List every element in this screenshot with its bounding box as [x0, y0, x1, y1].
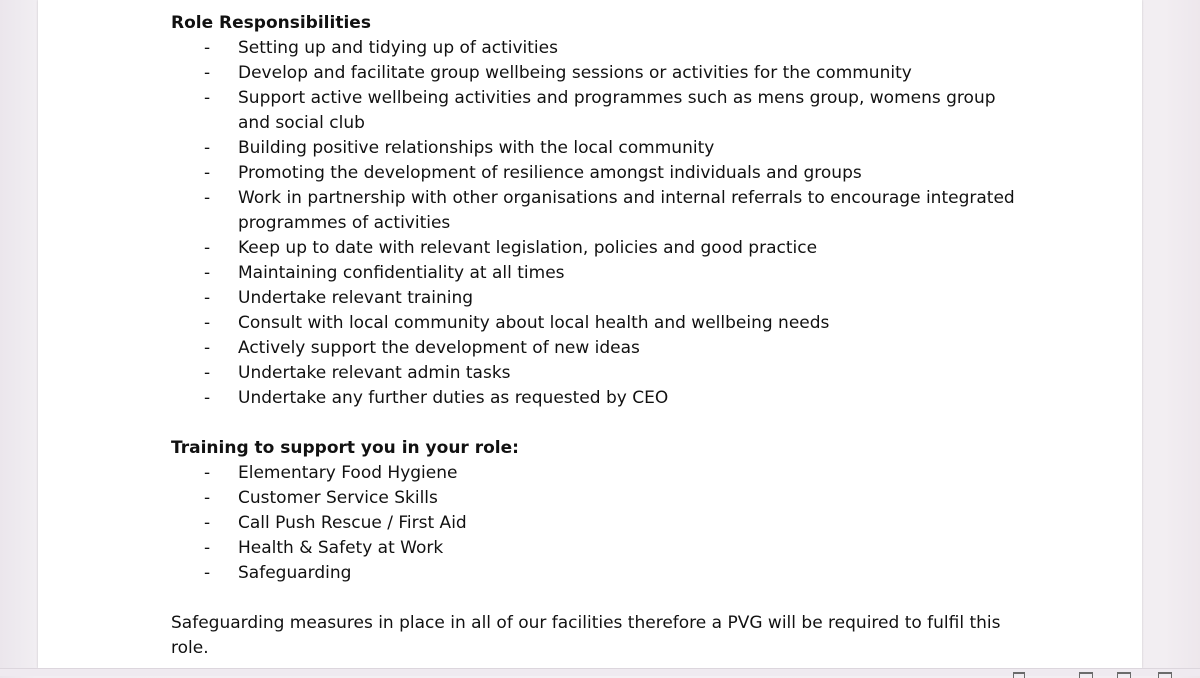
list-bullet: - — [204, 388, 211, 408]
list-item — [171, 36, 1071, 61]
list-item — [171, 486, 1071, 511]
list-item-text: Undertake relevant training — [238, 288, 474, 308]
list-item-text: Consult with local community about local health and wellbeing needs — [238, 313, 830, 333]
list-item-text: Health & Safety at Work — [238, 538, 444, 558]
list-bullet: - — [204, 363, 211, 383]
list-bullet: - — [204, 288, 211, 308]
list-item — [171, 361, 1071, 386]
list-item — [171, 336, 1071, 361]
list-item-text: Undertake any further duties as requested by CEO — [238, 388, 669, 408]
list-item-text: Setting up and tidying up of activities — [238, 38, 558, 58]
list-item — [171, 461, 1071, 486]
list-bullet: - — [204, 138, 211, 158]
list-bullet: - — [204, 513, 211, 533]
list-item — [171, 86, 1071, 136]
list-item-text: Building positive relationships with the local community — [238, 138, 715, 158]
list-bullet: - — [204, 88, 211, 108]
list-bullet: - — [204, 538, 211, 558]
list-bullet: - — [204, 488, 211, 508]
role-responsibilities-list — [171, 36, 1071, 411]
list-bullet: - — [204, 163, 211, 183]
print-layout-icon[interactable] — [1117, 672, 1131, 678]
safeguarding-paragraph: Safeguarding measures in place in all of our facilities therefore a PVG will be required to fulfil this role. — [171, 613, 1001, 658]
read-mode-icon[interactable] — [1079, 672, 1093, 678]
role-responsibilities-heading: Role Responsibilities — [171, 13, 371, 33]
training-heading: Training to support you in your role: — [171, 438, 519, 458]
training-list — [171, 461, 1071, 586]
document-page[interactable] — [38, 0, 1142, 668]
list-item-text: Call Push Rescue / First Aid — [238, 513, 467, 533]
list-item — [171, 511, 1071, 536]
list-item — [171, 386, 1071, 411]
list-bullet: - — [204, 238, 211, 258]
list-bullet: - — [204, 63, 211, 83]
list-item-text: Keep up to date with relevant legislation, policies and good practice — [238, 238, 818, 258]
list-item-text: Safeguarding — [238, 563, 352, 583]
list-item-text: Support active wellbeing activities and programmes such as mens group, womens group and social club — [238, 88, 996, 133]
list-item — [171, 311, 1071, 336]
list-item-text: Actively support the development of new ideas — [238, 338, 640, 358]
list-bullet: - — [204, 463, 211, 483]
list-bullet: - — [204, 263, 211, 283]
list-bullet: - — [204, 563, 211, 583]
list-item — [171, 236, 1071, 261]
blank-line — [171, 411, 1071, 436]
list-item — [171, 136, 1071, 161]
list-item-text: Customer Service Skills — [238, 488, 438, 508]
list-item-text: Promoting the development of resilience amongst individuals and groups — [238, 163, 862, 183]
list-item-text: Work in partnership with other organisations and internal referrals to encourage integrated programmes of activities — [238, 188, 1015, 233]
list-bullet: - — [204, 313, 211, 333]
list-item — [171, 536, 1071, 561]
blank-line — [171, 586, 1071, 611]
list-item-text: Maintaining confidentiality at all times — [238, 263, 565, 283]
list-item-text: Elementary Food Hygiene — [238, 463, 458, 483]
web-layout-icon[interactable] — [1158, 672, 1172, 678]
list-item-text: Undertake relevant admin tasks — [238, 363, 511, 383]
list-item — [171, 61, 1071, 86]
list-bullet: - — [204, 38, 211, 58]
list-item — [171, 561, 1071, 586]
list-item — [171, 161, 1071, 186]
document-body[interactable] — [171, 11, 1071, 661]
list-item — [171, 286, 1071, 311]
list-bullet: - — [204, 338, 211, 358]
focus-icon[interactable] — [1013, 672, 1025, 678]
list-item-text: Develop and facilitate group wellbeing sessions or activities for the community — [238, 63, 912, 83]
list-item — [171, 186, 1071, 236]
list-item — [171, 261, 1071, 286]
list-bullet: - — [204, 188, 211, 208]
